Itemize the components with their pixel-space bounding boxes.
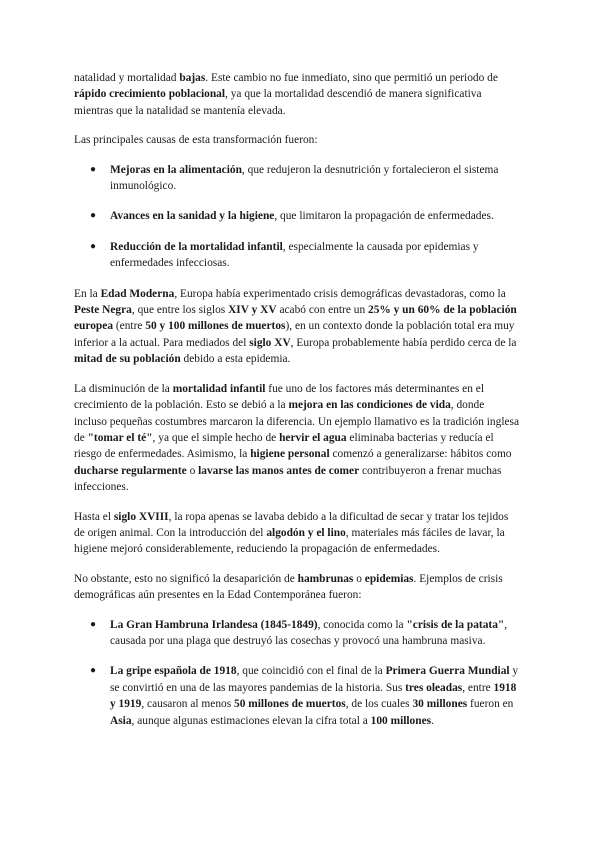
bullet-icon: ●: [90, 210, 97, 222]
list-item: ● Avances en la sanidad y la higiene, que limitaron la propagación de enfermedades.: [74, 208, 520, 224]
paragraph-transition-end: natalidad y mortalidad bajas. Este cambio no fue inmediato, sino que permitió un periodo de rápido crecimiento poblacional, ya que la mortalidad descendió de manera significativa mientras que la natalidad se mantenía elevada.: [74, 72, 498, 117]
paragraph-mortalidad-infantil: La disminución de la mortalidad infantil fue uno de los factores más determinantes en el crecimiento de la población. Esto se debió a la mejora en las condiciones de vida, donde incluso pequeñas costumbres marcaron la diferencia. Un ejemplo llamativo es la tradición inglesa de "tomar el té", ya que el simple hecho de hervir el agua eliminaba bacterias y reducía el riesgo de enfermedades. Asimismo, la higiene personal comenzó a generalizarse: hábitos como ducharse regularmente o lavarse las manos antes de comer contribuyeron a frenar muchas infecciones.: [74, 382, 520, 494]
bullet-icon: ●: [90, 240, 97, 252]
bullet-icon: ●: [90, 163, 97, 175]
paragraph-edad-moderna: En la Edad Moderna, Europa había experimentado crisis demográficas devastadoras, como la Peste Negra, que entre los siglos XIV y XV acabó con entre un 25% y un 60% de la población europea (entre 50 y 100 millones de muertos), en un contexto donde la población total era muy inferior a la actual. Para mediados del siglo XV, Europa probablemente había perdido cerca de la mitad de su población debido a esta epidemia.: [74, 287, 517, 366]
causes-list: [74, 162, 520, 272]
bullet-icon: ●: [90, 618, 97, 630]
list-item: ● La gripe española de 1918, que coincidió con el final de la Primera Guerra Mundial y se convirtió en una de las mayores pandemias de la historia. Sus tres oleadas, entre 1918 y 1919, causaron al menos 50 millones de muertos, de los cuales 30 millones fueron en Asia, aunque algunas estimaciones elevan la cifra total a 100 millones.: [90, 665, 519, 727]
list-item: ● Reducción de la mortalidad infantil, especialmente la causada por epidemias y enfermedades infecciosas.: [90, 240, 479, 270]
list-item: ● Mejoras en la alimentación, que redujeron la desnutrición y fortalecieron el sistema inmunológico.: [90, 163, 499, 193]
list-item: ● La Gran Hambruna Irlandesa (1845-1849), conocida como la "crisis de la patata", causada por una plaga que destruyó las cosechas y provocó una hambruna masiva.: [90, 618, 508, 647]
bullet-icon: ●: [90, 665, 97, 677]
paragraph-causes-intro: Las principales causas de esta transformación fueron:: [74, 134, 318, 147]
paragraph-siglo-xviii: Hasta el siglo XVIII, la ropa apenas se lavaba debido a la dificultad de secar y tratar los tejidos de origen animal. Con la introducción del algodón y el lino, materiales más fáciles de lavar, la higiene mejoró considerablemente, reduciendo la propagación de enfermedades.: [74, 510, 509, 556]
paragraph-crisis-intro: No obstante, esto no significó la desaparición de hambrunas o epidemias. Ejemplos de crisis demográficas aún presentes en la Edad Contemporánea fueron:: [74, 572, 503, 602]
crises-list: [74, 617, 520, 729]
